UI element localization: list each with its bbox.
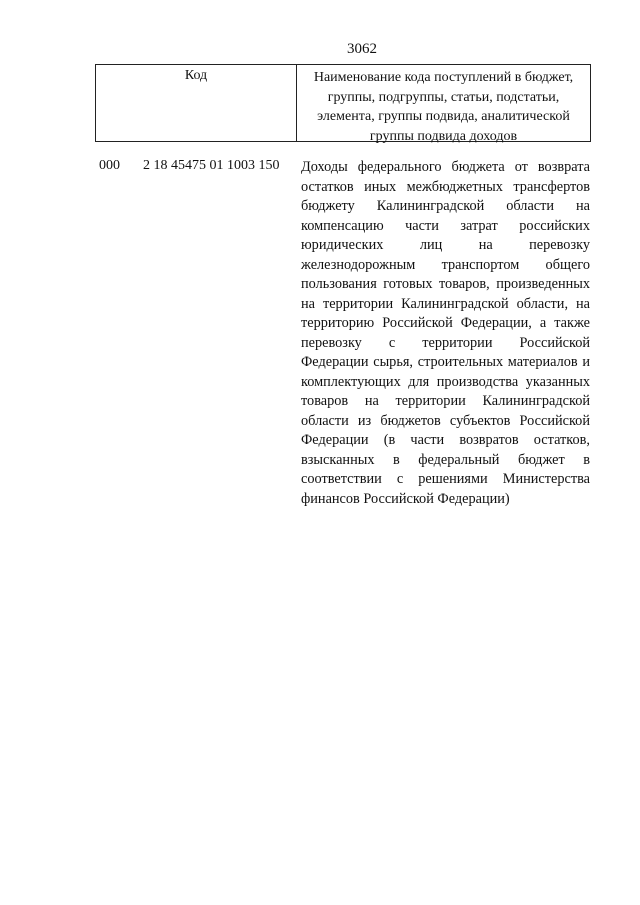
table-header <box>95 64 591 142</box>
revenue-description: Доходы федерального бюджета от возврата остатков иных межбюджетных трансфертов бюджету Калининградской области на компенсацию части затрат российских юридических лиц на перевозку железнодорожным транспортом общего пользования готовых товаров, произведенных на территории Калининградской области, на территорию Российской Федерации, а также перевозку с территории Российской Федерации сырья, строительных материалов и комплектующих для производства указанных товаров на территории Калининградской области из бюджетов субъектов Российской Федерации (в части возвратов остатков, взысканных в федеральный бюджет в соответствии с решениями Министерства финансов Российской Федерации) <box>301 159 590 507</box>
page-number: 3062 <box>347 41 377 57</box>
header-code: Код <box>96 65 297 141</box>
admin-code: 000 <box>99 158 120 173</box>
header-name: Наименование кода поступлений в бюджет, группы, подгруппы, статьи, подстатьи, элемента, группы подвида, аналитической группы подвида доходов <box>313 70 574 144</box>
revenue-code: 2 18 45475 01 1003 150 <box>143 158 280 173</box>
